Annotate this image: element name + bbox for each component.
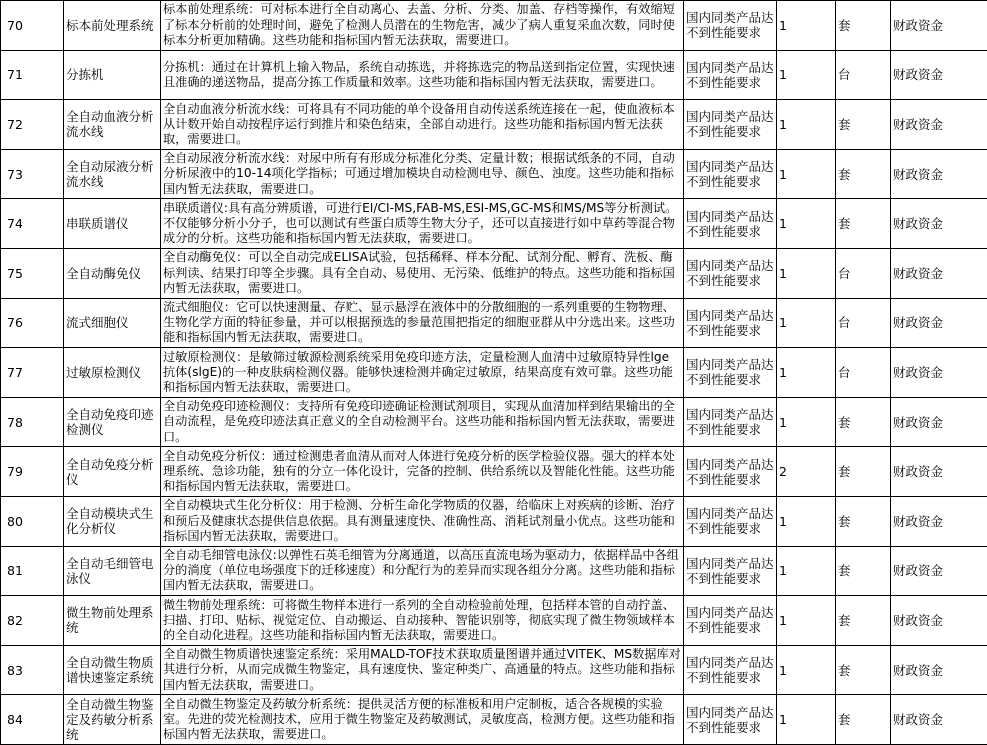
row-number: 76 [7, 315, 23, 331]
row-number-cell [1, 50, 64, 100]
quantity: 1 [779, 166, 787, 182]
equipment-name: 全自动血液分析流水线 [66, 109, 154, 140]
equipment-name: 流式细胞仪 [66, 315, 129, 331]
unit-cell [836, 248, 891, 298]
equipment-description-cell [161, 298, 684, 348]
quantity-cell [777, 348, 836, 398]
row-number-cell [1, 1, 64, 51]
fund-source-cell [891, 546, 987, 596]
row-number-cell [1, 645, 64, 695]
equipment-description: 过敏原检测仪：是敏筛过敏源检测系统采用免疫印迹方法，定量检测人血清中过敏原特异性lge抗体(slgE)的一种皮肤病检测仪器。能够快速检测并确定过敏原，结果高度有效可靠。这些功能和指标国内暂无法获取，需要进口。 [163, 349, 673, 395]
quantity: 1 [779, 563, 787, 579]
equipment-description: 全自动微生物鉴定及药敏分析系统：提供灵活方便的标准板和用户定制板，适合各规模的实验室。先进的荧光检测技术，应用于微生物鉴定及药敏测试，灵敏度高，检测方便。这些功能和指标国内暂无法获取，需要进口。 [163, 696, 675, 742]
row-number-cell [1, 348, 64, 398]
row-number-cell [1, 248, 64, 298]
table-row [1, 397, 987, 447]
import-reason: 国内同类产品达不到性能要求 [686, 357, 774, 388]
table-row [1, 447, 987, 497]
row-number: 81 [7, 563, 23, 579]
equipment-description-cell [161, 496, 684, 546]
quantity: 2 [779, 464, 787, 480]
import-reason: 国内同类产品达不到性能要求 [686, 258, 774, 289]
quantity: 1 [779, 712, 787, 728]
unit: 套 [838, 414, 851, 430]
table-row [1, 348, 987, 398]
fund-source-cell [891, 496, 987, 546]
equipment-name: 全自动酶免仪 [66, 265, 142, 281]
quantity-cell [777, 248, 836, 298]
fund-source: 财政资金 [893, 17, 944, 33]
quantity-cell [777, 149, 836, 199]
quantity: 1 [779, 265, 787, 281]
equipment-name-cell [64, 645, 161, 695]
import-reason-cell [684, 298, 777, 348]
row-number-cell [1, 199, 64, 249]
table-row [1, 1, 987, 51]
row-number: 72 [7, 116, 23, 132]
row-number: 82 [7, 612, 23, 628]
equipment-name-cell [64, 199, 161, 249]
import-reason-cell [684, 1, 777, 51]
import-reason-cell [684, 348, 777, 398]
fund-source: 财政资金 [893, 612, 944, 628]
equipment-name-cell [64, 298, 161, 348]
equipment-name: 全自动毛细管电泳仪 [66, 555, 154, 586]
fund-source-cell [891, 149, 987, 199]
quantity-cell [777, 1, 836, 51]
equipment-name-cell [64, 100, 161, 150]
fund-source-cell [891, 199, 987, 249]
table-row [1, 645, 987, 695]
unit: 套 [838, 464, 851, 480]
row-number-cell [1, 496, 64, 546]
equipment-name: 全自动微生物鉴定及药敏分析系统 [66, 697, 154, 743]
import-reason-cell [684, 546, 777, 596]
equipment-description-cell [161, 149, 684, 199]
fund-source: 财政资金 [893, 662, 944, 678]
unit-cell [836, 298, 891, 348]
equipment-description: 标本前处理系统：可对标本进行全自动离心、去盖、分析、分类、加盖、存档等操作，有效缩短了标本分析前的处理时间，避免了检测人员潜在的生物危害，减少了病人重复采血次数，同时使标本分析更加精确。这些功能和指标国内暂无法获取，需要进口。 [163, 2, 675, 47]
import-reason-cell [684, 50, 777, 100]
row-number: 70 [7, 17, 23, 33]
quantity: 1 [779, 513, 787, 529]
fund-source: 财政资金 [893, 712, 944, 728]
quantity: 1 [779, 116, 787, 132]
equipment-name: 全自动模块式生化分析仪 [66, 506, 154, 537]
quantity-cell [777, 50, 836, 100]
unit: 套 [838, 116, 851, 132]
unit: 套 [838, 662, 851, 678]
table-row [1, 199, 987, 249]
row-number-cell [1, 447, 64, 497]
equipment-description-cell [161, 348, 684, 398]
unit-cell [836, 645, 891, 695]
equipment-name-cell [64, 50, 161, 100]
import-reason-cell [684, 100, 777, 150]
equipment-name: 全自动尿液分析流水线 [66, 159, 154, 190]
row-number: 83 [7, 662, 23, 678]
unit: 套 [838, 17, 851, 33]
equipment-description-cell [161, 546, 684, 596]
row-number-cell [1, 397, 64, 447]
row-number-cell [1, 695, 64, 745]
fund-source: 财政资金 [893, 563, 944, 579]
import-reason: 国内同类产品达不到性能要求 [686, 159, 774, 190]
import-reason-cell [684, 149, 777, 199]
equipment-description: 流式细胞仪：它可以快速测量、存贮、显示悬浮在液体中的分散细胞的一系列重要的生物物理、生物化学方面的特征参量，并可以根据预选的参量范围把指定的细胞亚群从中分选出来。这些功能和指标国内暂无法获取，需要进口。 [163, 300, 675, 345]
quantity: 1 [779, 662, 787, 678]
row-number: 79 [7, 464, 23, 480]
unit-cell [836, 149, 891, 199]
unit: 套 [838, 216, 851, 232]
import-reason-cell [684, 199, 777, 249]
equipment-description-cell [161, 100, 684, 150]
table-row [1, 50, 987, 100]
fund-source: 财政资金 [893, 216, 944, 232]
fund-source: 财政资金 [893, 414, 944, 430]
equipment-description-cell [161, 248, 684, 298]
row-number: 73 [7, 166, 23, 182]
quantity: 1 [779, 67, 787, 83]
unit: 套 [838, 166, 851, 182]
fund-source-cell [891, 100, 987, 150]
quantity-cell [777, 199, 836, 249]
row-number-cell [1, 596, 64, 646]
fund-source: 财政资金 [893, 464, 944, 480]
equipment-description: 全自动模块式生化分析仪：用于检测、分析生命化学物质的仪器，给临床上对疾病的诊断、治疗和预后及健康状态提供信息依据。具有测量速度快、准确性高、消耗试剂量小优点。这些功能和指标国内暂无法获取，需要进口。 [163, 498, 675, 543]
quantity-cell [777, 496, 836, 546]
unit-cell [836, 100, 891, 150]
equipment-name: 串联质谱仪 [66, 216, 129, 232]
row-number: 84 [7, 712, 23, 728]
unit-cell [836, 50, 891, 100]
unit-cell [836, 397, 891, 447]
equipment-name-cell [64, 348, 161, 398]
row-number-cell [1, 546, 64, 596]
row-number-cell [1, 100, 64, 150]
table-row [1, 298, 987, 348]
import-reason: 国内同类产品达不到性能要求 [686, 307, 774, 338]
quantity: 1 [779, 364, 787, 380]
equipment-description-cell [161, 645, 684, 695]
import-reason-cell [684, 645, 777, 695]
equipment-name-cell [64, 1, 161, 51]
import-reason: 国内同类产品达不到性能要求 [686, 555, 774, 586]
equipment-name: 过敏原检测仪 [66, 364, 142, 380]
unit: 套 [838, 612, 851, 628]
row-number: 71 [7, 67, 23, 83]
equipment-name: 全自动免疫分析仪 [66, 456, 154, 487]
equipment-description-cell [161, 199, 684, 249]
quantity-cell [777, 298, 836, 348]
unit: 套 [838, 563, 851, 579]
equipment-name: 微生物前处理系统 [66, 605, 154, 636]
fund-source: 财政资金 [893, 315, 944, 331]
equipment-name-cell [64, 397, 161, 447]
fund-source-cell [891, 1, 987, 51]
unit-cell [836, 695, 891, 745]
equipment-name-cell [64, 546, 161, 596]
table-row [1, 546, 987, 596]
row-number: 77 [7, 364, 23, 380]
row-number-cell [1, 298, 64, 348]
equipment-description-cell [161, 596, 684, 646]
table-row [1, 100, 987, 150]
equipment-name-cell [64, 447, 161, 497]
row-number: 74 [7, 216, 23, 232]
fund-source: 财政资金 [893, 265, 944, 281]
table-row [1, 695, 987, 745]
quantity-cell [777, 100, 836, 150]
table-body [1, 1, 987, 745]
equipment-name: 标本前处理系统 [66, 17, 154, 33]
fund-source-cell [891, 348, 987, 398]
equipment-description-cell [161, 397, 684, 447]
equipment-name-cell [64, 149, 161, 199]
import-reason-cell [684, 447, 777, 497]
unit: 套 [838, 513, 851, 529]
unit-cell [836, 447, 891, 497]
fund-source: 财政资金 [893, 513, 944, 529]
unit-cell [836, 348, 891, 398]
unit: 台 [838, 67, 851, 83]
quantity: 1 [779, 216, 787, 232]
equipment-name-cell [64, 695, 161, 745]
equipment-description-cell [161, 50, 684, 100]
fund-source-cell [891, 397, 987, 447]
import-reason: 国内同类产品达不到性能要求 [686, 407, 774, 438]
import-reason-cell [684, 397, 777, 447]
quantity: 1 [779, 414, 787, 430]
equipment-description: 串联质谱仪:具有高分辨质谱，可进行EI/CI-MS,FAB-MS,ESI-MS,GC-MS和MS/MS等分析测试。不仅能够分析小分子，也可以测试有些蛋白质等生物大分子，还可以直接进行如中草药等混合物成分的分析。这些功能和指标国内暂无法获取，需要进口。 [163, 200, 678, 246]
fund-source-cell [891, 248, 987, 298]
equipment-description: 分拣机：通过在计算机上输入物品，系统自动拣选，并将拣选完的物品送到指定位置，实现快速且准确的递送物品，提高分拣工作质量和效率。这些功能和指标国内暂无法获取，需要进口。 [163, 59, 675, 89]
quantity-cell [777, 695, 836, 745]
table-row [1, 149, 987, 199]
fund-source-cell [891, 695, 987, 745]
unit-cell [836, 496, 891, 546]
import-reason: 国内同类产品达不到性能要求 [686, 655, 774, 686]
quantity-cell [777, 596, 836, 646]
import-reason: 国内同类产品达不到性能要求 [686, 10, 774, 41]
equipment-name: 分拣机 [66, 67, 104, 83]
fund-source-cell [891, 298, 987, 348]
import-reason-cell [684, 596, 777, 646]
equipment-description: 全自动免疫分析仪：通过检测患者血清从而对人体进行免疫分析的医学检验仪器。强大的样本处理系统、急诊功能，独有的分立一体化设计，完备的控制、供给系统以及智能化性能。这些功能和指标国内暂无法获取，需要进口。 [163, 448, 675, 494]
unit: 台 [838, 364, 851, 380]
row-number: 80 [7, 513, 23, 529]
table-row [1, 596, 987, 646]
equipment-name-cell [64, 496, 161, 546]
import-reason: 国内同类产品达不到性能要求 [686, 59, 774, 90]
equipment-description-cell [161, 447, 684, 497]
equipment-description: 全自动尿液分析流水线：对尿中所有有形成分标准化分类、定量计数；根据试纸条的不同，自动分析尿液中的10-14项化学指标；可通过增加模块自动检测电导、颜色、浊度。这些功能和指标国内暂无法获取，需要进口。 [163, 151, 675, 196]
equipment-description: 全自动微生物质谱快速鉴定系统：采用MALD-TOF技术获取质量图谱并通过VITEK、MS数据库对其进行分析，从而完成微生物鉴定，具有速度快、鉴定种类广、高通量的特点。这些功能和指标国内暂无法获取，需要进口。 [163, 647, 681, 692]
quantity-cell [777, 645, 836, 695]
fund-source-cell [891, 447, 987, 497]
equipment-name: 全自动免疫印迹检测仪 [66, 407, 154, 438]
equipment-description: 微生物前处理系统：可将微生物样本进行一系列的全自动检验前处理，包括样本管的自动拧盖、扫描、打印、贴标、视觉定位、自动搬运、自动接种、智能识别等，彻底实现了微生物领域样本的全自动化进程。这些功能和指标国内暂无法获取，需要进口。 [163, 597, 675, 643]
quantity: 1 [779, 17, 787, 33]
unit: 套 [838, 712, 851, 728]
quantity-cell [777, 447, 836, 497]
equipment-description: 全自动血液分析流水线：可将具有不同功能的单个设备用自动传送系统连接在一起，使血液标本从计数开始自动按程序运行到推片和染色结束，全部自动进行。这些功能和指标国内暂无法获取，需要进口。 [163, 101, 675, 147]
equipment-name-cell [64, 248, 161, 298]
unit: 台 [838, 315, 851, 331]
equipment-description: 全自动酶免仪：可以全自动完成ELISA试验，包括稀释、样本分配、试剂分配、孵育、洗板、酶标判读、结果打印等全步骤。具有全自动、易使用、无污染、低维护的特点。这些功能和指标国内暂无法获取，需要进口。 [163, 250, 675, 295]
equipment-name: 全自动微生物质谱快速鉴定系统 [66, 655, 154, 686]
unit-cell [836, 596, 891, 646]
equipment-name-cell [64, 596, 161, 646]
table-row [1, 248, 987, 298]
import-reason: 国内同类产品达不到性能要求 [686, 506, 774, 537]
import-reason: 国内同类产品达不到性能要求 [686, 109, 774, 140]
fund-source: 财政资金 [893, 67, 944, 83]
fund-source-cell [891, 596, 987, 646]
table-row [1, 496, 987, 546]
row-number: 78 [7, 414, 23, 430]
unit-cell [836, 199, 891, 249]
import-reason: 国内同类产品达不到性能要求 [686, 704, 774, 735]
unit-cell [836, 1, 891, 51]
equipment-description-cell [161, 695, 684, 745]
import-reason-cell [684, 695, 777, 745]
quantity-cell [777, 546, 836, 596]
equipment-description: 全自动免疫印迹检测仪：支持所有免疫印迹确证检测试剂项目，实现从血清加样到结果输出的全自动流程，是免疫印迹法真正意义的全自动检测平台。这些功能和指标国内暂无法获取，需要进口。 [163, 399, 675, 444]
import-reason: 国内同类产品达不到性能要求 [686, 605, 774, 636]
unit-cell [836, 546, 891, 596]
fund-source-cell [891, 50, 987, 100]
equipment-description-cell [161, 1, 684, 51]
row-number: 75 [7, 265, 23, 281]
fund-source: 财政资金 [893, 364, 944, 380]
unit: 台 [838, 265, 851, 281]
import-reason: 国内同类产品达不到性能要求 [686, 208, 774, 239]
quantity: 1 [779, 315, 787, 331]
fund-source: 财政资金 [893, 166, 944, 182]
fund-source-cell [891, 645, 987, 695]
row-number-cell [1, 149, 64, 199]
quantity: 1 [779, 612, 787, 628]
import-reason-cell [684, 248, 777, 298]
import-reason-cell [684, 496, 777, 546]
quantity-cell [777, 397, 836, 447]
import-reason: 国内同类产品达不到性能要求 [686, 456, 774, 487]
fund-source: 财政资金 [893, 116, 944, 132]
equipment-description: 全自动毛细管电泳仪:以弹性石英毛细管为分离通道，以高压直流电场为驱动力，依据样品中各组分的淌度（单位电场强度下的迁移速度）和分配行为的差异而实现各组分分离。这些功能和指标国内暂无法获取，需要进口。 [163, 548, 679, 593]
